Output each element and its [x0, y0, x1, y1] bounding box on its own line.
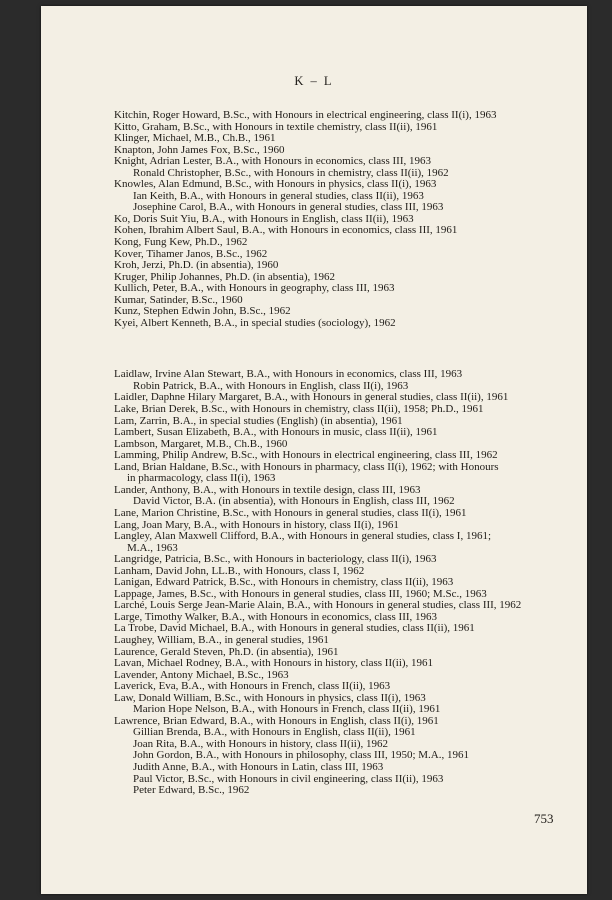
- list-item: Lang, Joan Mary, B.A., with Honours in history, class II(i), 1961: [114, 518, 399, 531]
- list-item: Lawrence, Brian Edward, B.A., with Honours in English, class II(i), 1961: [114, 714, 439, 727]
- list-item: Lamming, Philip Andrew, B.Sc., with Honours in electrical engineering, class III, 1962: [114, 449, 498, 462]
- k-section: [114, 110, 564, 329]
- list-item: Kong, Fung Kew, Ph.D., 1962: [114, 236, 248, 249]
- list-item: Lander, Anthony, B.A., with Honours in textile design, class III, 1963: [114, 483, 421, 496]
- list-item: Larché, Louis Serge Jean-Marie Alain, B.A., with Honours in general studies, class III, 1962: [114, 599, 522, 612]
- list-item: Lane, Marion Christine, B.Sc., with Honours in general studies, class II(i), 1961: [114, 506, 467, 519]
- list-item: in pharmacology, class II(i), 1963: [127, 472, 276, 485]
- page-number: 753: [534, 811, 554, 826]
- list-item: Lambert, Susan Elizabeth, B.A., with Honours in music, class II(ii), 1961: [114, 426, 438, 439]
- list-item: Kumar, Satinder, B.Sc., 1960: [114, 293, 243, 306]
- list-item: Lam, Zarrin, B.A., in special studies (English) (in absentia), 1961: [114, 414, 403, 427]
- list-item: David Victor, B.A. (in absentia), with Honours in English, class III, 1962: [133, 495, 455, 508]
- list-item: Josephine Carol, B.A., with Honours in general studies, class III, 1963: [133, 201, 444, 214]
- list-item: Kullich, Peter, B.A., with Honours in geography, class III, 1963: [114, 282, 395, 295]
- list-item: Kitchin, Roger Howard, B.Sc., with Honours in electrical engineering, class II(i), 1963: [114, 109, 497, 121]
- list-item: Law, Donald William, B.Sc., with Honours in physics, class II(i), 1963: [114, 691, 426, 704]
- list-item: Knight, Adrian Lester, B.A., with Honours in economics, class III, 1963: [114, 155, 431, 168]
- list-item: Lanham, David John, LL.B., with Honours, class I, 1962: [114, 564, 365, 577]
- list-item: Knowles, Alan Edmund, B.Sc., with Honours in physics, class II(i), 1963: [114, 178, 437, 191]
- list-item: Lambson, Margaret, M.B., Ch.B., 1960: [114, 437, 288, 450]
- section-gap: [114, 329, 564, 369]
- list-item: Marion Hope Nelson, B.A., with Honours in French, class II(ii), 1961: [133, 703, 441, 716]
- list-item: Laughey, William, B.A., in general studies, 1961: [114, 633, 329, 646]
- list-item: M.A., 1963: [127, 541, 178, 554]
- list-item: Kitto, Graham, B.Sc., with Honours in textile chemistry, class II(ii), 1961: [114, 120, 438, 133]
- list-item: Joan Rita, B.A., with Honours in history, class II(ii), 1962: [133, 737, 389, 750]
- list-item: La Trobe, David Michael, B.A., with Honours in general studies, class II(ii), 1961: [114, 622, 475, 635]
- list-item: Kohen, Ibrahim Albert Saul, B.A., with Honours in economics, class III, 1961: [114, 224, 458, 237]
- list-item: Gillian Brenda, B.A., with Honours in English, class II(ii), 1961: [133, 726, 416, 739]
- list-item: Laverick, Eva, B.A., with Honours in French, class II(ii), 1963: [114, 680, 391, 693]
- list-item: Kroh, Jerzi, Ph.D. (in absentia), 1960: [114, 259, 279, 272]
- list-item: Lavender, Antony Michael, B.Sc., 1963: [114, 668, 289, 681]
- list-item: Judith Anne, B.A., with Honours in Latin, class III, 1963: [133, 760, 384, 773]
- entry-list: [114, 110, 564, 797]
- list-item: Paul Victor, B.Sc., with Honours in civil engineering, class II(ii), 1963: [133, 772, 444, 785]
- list-item: Kyei, Albert Kenneth, B.A., in special studies (sociology), 1962: [114, 316, 396, 329]
- document-page: [41, 6, 587, 894]
- list-item: Lake, Brian Derek, B.Sc., with Honours in chemistry, class II(ii), 1958; Ph.D., 1961: [114, 403, 484, 416]
- list-item: Langridge, Patricia, B.Sc., with Honours in bacteriology, class II(i), 1963: [114, 553, 437, 566]
- list-item: Kunz, Stephen Edwin John, B.Sc., 1962: [114, 305, 291, 318]
- list-item: Land, Brian Haldane, B.Sc., with Honours in pharmacy, class II(i), 1962; with Honours: [114, 460, 499, 473]
- list-item: Klinger, Michael, M.B., Ch.B., 1961: [114, 132, 276, 145]
- list-item: Langley, Alan Maxwell Clifford, B.A., with Honours in general studies, class I, 1961;: [114, 530, 491, 543]
- list-item: Lanigan, Edward Patrick, B.Sc., with Honours in chemistry, class II(ii), 1963: [114, 576, 454, 589]
- list-item: John Gordon, B.A., with Honours in philosophy, class III, 1950; M.A., 1961: [133, 749, 469, 762]
- list-item: Ko, Doris Suit Yiu, B.A., with Honours in English, class II(ii), 1963: [114, 212, 414, 225]
- list-item: Lappage, James, B.Sc., with Honours in general studies, class III, 1960; M.Sc., 1963: [114, 587, 487, 600]
- l-section: [114, 369, 564, 796]
- list-item: Kover, Tihamer Janos, B.Sc., 1962: [114, 247, 268, 260]
- list-item: Kruger, Philip Johannes, Ph.D. (in absentia), 1962: [114, 270, 336, 283]
- list-item: Ian Keith, B.A., with Honours in general studies, class II(ii), 1963: [133, 189, 424, 202]
- list-item: Lavan, Michael Rodney, B.A., with Honours in history, class II(ii), 1961: [114, 657, 434, 670]
- list-item: Laidlaw, Irvine Alan Stewart, B.A., with Honours in economics, class III, 1963: [114, 368, 463, 381]
- list-item: Knapton, John James Fox, B.Sc., 1960: [114, 143, 285, 156]
- list-item: Robin Patrick, B.A., with Honours in English, class II(i), 1963: [133, 379, 409, 392]
- list-item: Laurence, Gerald Steven, Ph.D. (in absentia), 1961: [114, 645, 339, 658]
- list-item: Large, Timothy Walker, B.A., with Honours in economics, class III, 1963: [114, 610, 438, 623]
- list-item: Peter Edward, B.Sc., 1962: [133, 784, 250, 797]
- page-header: K – L: [294, 74, 334, 88]
- list-item: Laidler, Daphne Hilary Margaret, B.A., with Honours in general studies, class II(ii), 1961: [114, 391, 509, 404]
- list-item: Ronald Christopher, B.Sc., with Honours in chemistry, class II(ii), 1962: [133, 166, 449, 179]
